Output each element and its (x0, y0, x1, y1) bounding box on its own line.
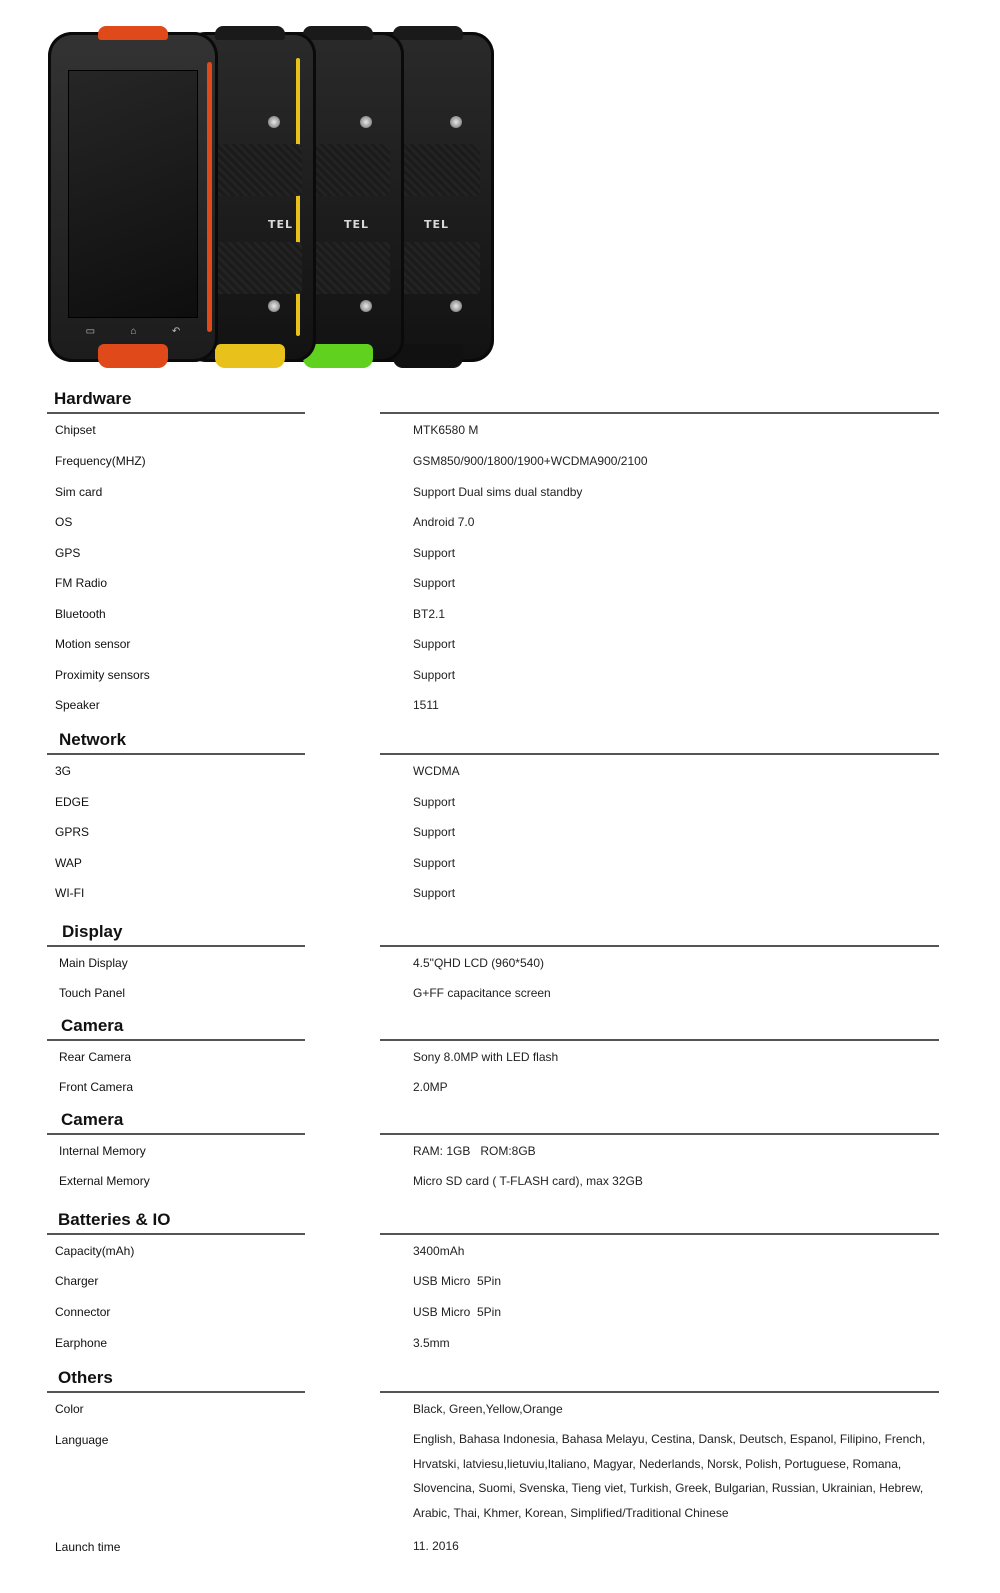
section-divider (380, 945, 939, 947)
recent-apps-icon: ▭ (85, 325, 96, 337)
phone-orange-front (48, 32, 218, 362)
spec-value: Support (413, 668, 456, 682)
spec-value: USB Micro 5Pin (413, 1274, 502, 1288)
spec-value: 3400mAh (413, 1244, 465, 1258)
screw-icon (450, 116, 462, 128)
spec-value: Sony 8.0MP with LED flash (413, 1050, 559, 1064)
spec-label: Internal Memory (59, 1144, 146, 1158)
spec-value: RAM: 1GB ROM:8GB (413, 1144, 536, 1158)
spec-value: Micro SD card ( T-FLASH card), max 32GB (413, 1174, 643, 1188)
phone-screen (68, 70, 198, 318)
spec-label: Capacity(mAh) (55, 1244, 135, 1258)
screw-icon (360, 300, 372, 312)
section-title-memory: Camera (61, 1110, 124, 1129)
spec-value: BT2.1 (413, 607, 446, 621)
spec-label: Motion sensor (55, 637, 131, 651)
spec-value: 2.0MP (413, 1080, 448, 1094)
spec-label: Chipset (55, 423, 96, 437)
section-divider (380, 1039, 939, 1041)
spec-label: External Memory (59, 1174, 150, 1188)
spec-label: GPRS (55, 825, 90, 839)
spec-label: Color (55, 1402, 84, 1416)
spec-value: Support (413, 546, 456, 560)
section-title-hardware: Hardware (54, 389, 132, 408)
spec-label: Front Camera (59, 1080, 134, 1094)
spec-value: 4.5"QHD LCD (960*540) (413, 956, 544, 970)
section-title-network: Network (59, 730, 127, 749)
spec-label: Earphone (55, 1336, 108, 1350)
spec-value: 3.5mm (413, 1336, 450, 1350)
spec-label: Sim card (55, 485, 103, 499)
section-divider (47, 412, 305, 414)
screw-icon (450, 300, 462, 312)
section-divider (47, 1233, 305, 1235)
spec-value: Support (413, 856, 456, 870)
spec-value: Support (413, 637, 456, 651)
spec-value: G+FF capacitance screen (413, 986, 551, 1000)
section-title-camera: Camera (61, 1016, 124, 1035)
spec-value: Support (413, 825, 456, 839)
screw-icon (360, 116, 372, 128)
section-divider (380, 412, 939, 414)
product-image (44, 26, 499, 366)
spec-value: Black, Green,Yellow,Orange (413, 1402, 563, 1416)
spec-value: 11. 2016 (413, 1539, 459, 1553)
back-icon: ↶ (171, 325, 181, 337)
home-icon: ⌂ (130, 325, 137, 337)
section-title-others: Others (58, 1368, 113, 1387)
spec-value: Support (413, 886, 456, 900)
brand-logo: TEL (268, 218, 294, 231)
spec-label: Connector (55, 1305, 111, 1319)
spec-value: Support Dual sims dual standby (413, 485, 583, 499)
spec-label: Charger (55, 1274, 99, 1288)
section-divider (47, 1391, 305, 1393)
phone-navbar (68, 324, 198, 338)
spec-value: USB Micro 5Pin (413, 1305, 502, 1319)
spec-label: WI-FI (55, 886, 85, 900)
spec-label: Frequency(MHZ) (55, 454, 146, 468)
spec-value-languages: English, Bahasa Indonesia, Bahasa Melayu, Cestina, Dansk, Deutsch, Espanol, Filipino, French, Hrvatski, latviesu,lietuviu,Italiano, Magyar, Nederlands, Norsk, Polish, Portuguese, Romana, Slovencina, Suomi, Svenska, Tieng viet, Turkish, Greek, Bulgarian, Russian, Ukrainian, Hebrew, Arabic, Thai, Khmer, Korean, Simplified/Traditional Chinese (413, 1432, 926, 1521)
spec-label: Proximity sensors (55, 668, 150, 682)
spec-label: FM Radio (55, 576, 108, 590)
screw-icon (268, 300, 280, 312)
spec-label: OS (55, 515, 73, 529)
spec-value: Android 7.0 (413, 515, 475, 529)
spec-label: Bluetooth (55, 607, 106, 621)
spec-label: 3G (55, 764, 72, 778)
spec-label: Rear Camera (59, 1050, 132, 1064)
section-title-display: Display (62, 922, 123, 941)
spec-label: Language (55, 1433, 109, 1447)
section-divider (47, 1133, 305, 1135)
spec-label: GPS (55, 546, 81, 560)
section-title-batteries: Batteries & IO (58, 1210, 171, 1229)
spec-label: EDGE (55, 795, 90, 809)
section-divider (47, 753, 305, 755)
spec-label: Touch Panel (59, 986, 126, 1000)
spec-value: GSM850/900/1800/1900+WCDMA900/2100 (413, 454, 648, 468)
section-divider (380, 1133, 939, 1135)
section-divider (47, 1039, 305, 1041)
brand-logo: TEL (344, 218, 370, 231)
section-divider (47, 945, 305, 947)
section-divider (380, 1233, 939, 1235)
section-divider (380, 1391, 939, 1393)
spec-value: 1511 (413, 698, 439, 712)
spec-value: Support (413, 795, 456, 809)
brand-logo: TEL (424, 218, 450, 231)
spec-value: MTK6580 M (413, 423, 479, 437)
screw-icon (268, 116, 280, 128)
spec-label: WAP (55, 856, 82, 870)
spec-label: Launch time (55, 1540, 121, 1554)
section-divider (380, 753, 939, 755)
spec-value: WCDMA (413, 764, 460, 778)
spec-label: Speaker (55, 698, 100, 712)
spec-label: Main Display (59, 956, 128, 970)
spec-value: Support (413, 576, 456, 590)
